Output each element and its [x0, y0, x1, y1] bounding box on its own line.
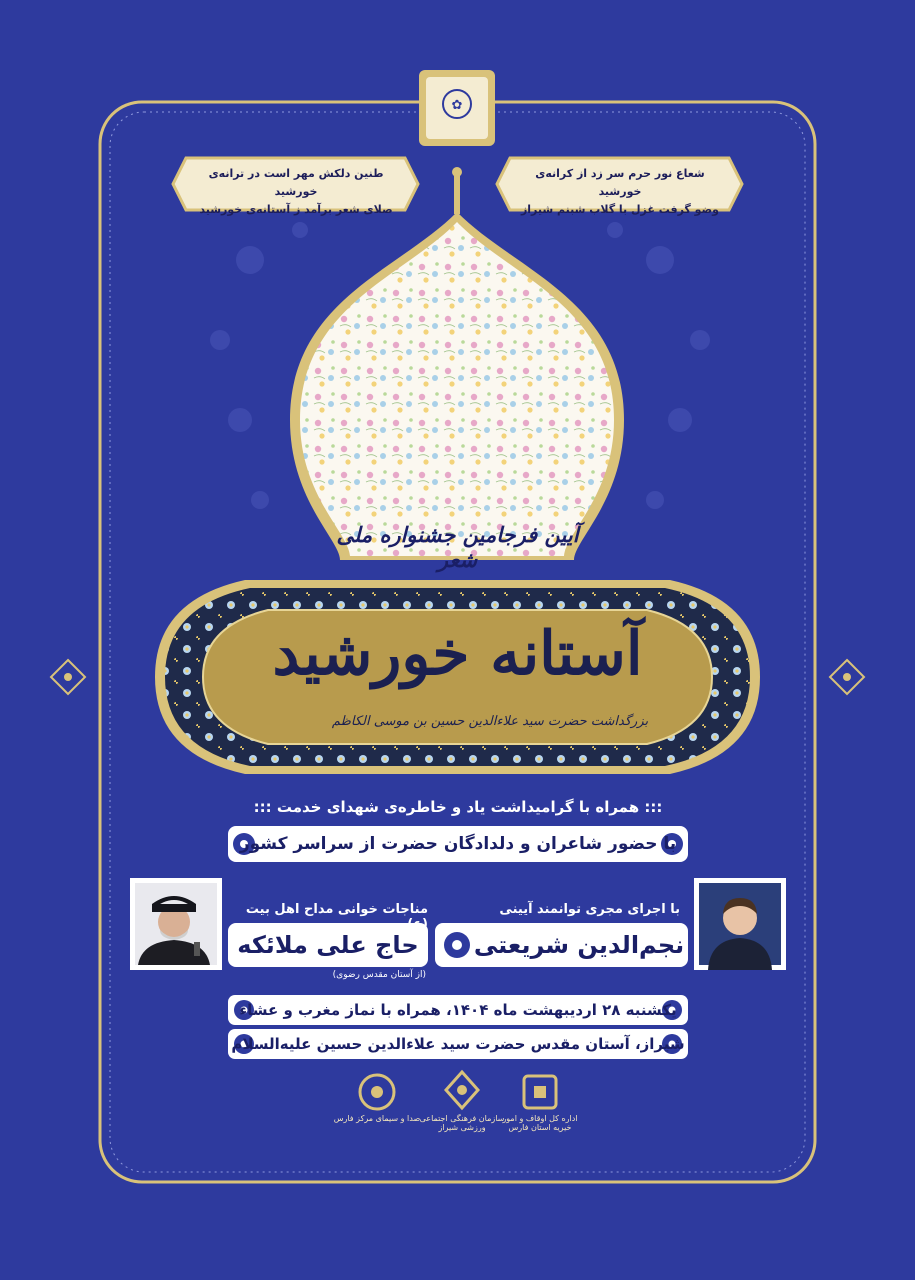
host-caption: با اجرای مجری توانمند آیینی — [499, 902, 680, 917]
event-title: آستانه خورشید — [272, 619, 643, 689]
performer-name: حاج علی ملائکه — [237, 931, 419, 959]
host-portrait — [694, 878, 786, 970]
performer-note: (از آستان مقدس رضوی) — [332, 970, 426, 980]
performer-portrait — [130, 878, 222, 970]
event-dedication: بزرگداشت حضرت سید علاءالدین حسین بن موسی الکاظم — [331, 714, 649, 729]
event-subtitle: آیین فرجامین جشنواره ملی شعر — [336, 522, 579, 572]
sponsor-left-caption: صدا و سیمای مرکز فارس — [333, 1114, 421, 1123]
poem-right-line-1: شعاع نور حرم سر زد از کرانه‌ی خورشید — [535, 167, 705, 198]
performer-caption: مناجات خوانی مداح اهل بیت (ع) — [245, 902, 428, 932]
poem-left-line-2: صلای شعر برآمد ز آستانه‌ی خورشید — [199, 203, 393, 216]
header-emblem-logo — [419, 70, 495, 146]
poem-right — [512, 165, 728, 219]
host-name: نجم‌الدین شریعتی — [473, 931, 685, 959]
poem-left — [188, 165, 404, 219]
date-line — [239, 995, 677, 1025]
host-name-pill — [472, 923, 686, 967]
presence-line-text: با حضور شاعران و دلدادگان حضرت از سراسر کشور — [239, 834, 677, 854]
sponsor-middle-caption: سازمان فرهنگی اجتماعی ورزشی شیراز — [419, 1114, 505, 1132]
poem-left-line-1: طنین دلکش مهر است در ترانه‌ی خورشید — [208, 167, 384, 198]
svg-text:✿: ✿ — [451, 98, 463, 113]
presence-line — [239, 826, 677, 862]
date-line-text: یکشنبه ۲۸ اردیبهشت ماه ۱۴۰۴، همراه با نماز مغرب و عشاء — [239, 1001, 677, 1019]
sponsor-right-caption: اداره کل اوقاف و امور خیریه استان فارس — [502, 1114, 578, 1132]
poem-right-line-2: وضو گرفت غزل با گلاب شبنم شیراز — [520, 203, 720, 216]
performer-name-pill — [228, 923, 428, 967]
place-line-text: شیراز، آستان مقدس حضرت سید علاءالدین حسین علیه‌السلام — [231, 1035, 685, 1053]
place-line — [231, 1029, 685, 1059]
martyrs-remembrance-line: ::: همراه با گرامیداشت یاد و خاطره‌ی شهدای خدمت ::: — [253, 798, 663, 816]
